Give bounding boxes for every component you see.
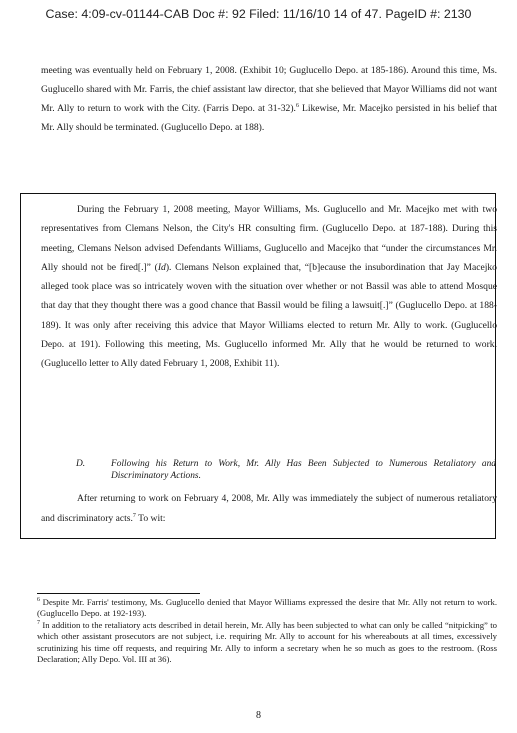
section-heading-d — [76, 458, 496, 482]
footnote-number: 7 — [37, 620, 40, 626]
paragraph-text-continued: Likewise, Mr. Macejko persisted in his belief that Mr. Ally should be terminated. (Guglucello Depo. at 188). — [41, 103, 497, 133]
case-header: Case: 4:09-cv-01144-CAB Doc #: 92 Filed: 11/16/10 14 of 47. PageID #: 2130 — [45, 7, 472, 21]
footnote-7 — [37, 620, 497, 665]
section-title: Following his Return to Work, Mr. Ally Has Been Subjected to Numerous Retaliatory and Discriminatory Actions. — [111, 459, 496, 481]
paragraph-text: During the February 1, 2008 meeting, Mayor Williams, Ms. Guglucello and Mr. Macejko met with two representatives from Clemans Nelson, the City's HR consulting firm. (Guglucello Depo. at 187-188). During this meeting, Clemans Nelson advised Defendants Williams, Guglucello and Macejko that “under the circumstances Mr. Ally should not be fired[.]” ( — [41, 204, 497, 273]
footnote-6 — [37, 597, 497, 620]
paragraph-return-to-work — [41, 489, 497, 528]
section-letter: D. — [76, 459, 86, 469]
footnote-reference-6: 6 — [295, 103, 299, 109]
page-number: 8 — [256, 710, 261, 721]
footnote-separator — [37, 593, 200, 594]
paragraph-text: meeting was eventually held on February 1, 2008. (Exhibit 10; Guglucello Depo. at 185-186). Around this time, Ms. Guglucello shared with Mr. Farris, the chief assistant law director, that she believed that Mayor Williams did not want Mr. Ally to return to work with the City. (Farris Depo. at 31-32). — [41, 65, 497, 114]
paragraph-meeting — [41, 61, 497, 137]
highlighted-excerpt-box — [20, 193, 496, 539]
paragraph-text-continued: To wit: — [135, 512, 166, 524]
citation-id: Id — [157, 261, 166, 273]
paragraph-text-continued: ). Clemans Nelson explained that, “[b]ecause the insubordination that Jay Macejko alleged took place was so intricately woven with the situation over whether or not Bassil was able to attend Mosque that day that they thought there was a good chance that Bassil would be filing a lawsuit[.]” (Guglucello Depo. at 188-189). It was only after receiving this advice that Mayor Williams elected to return Mr. Ally to work. (Guglucello Depo. at 191). Following this meeting, Ms. Guglucello informed Mr. Ally that he would be returned to work. (Guglucello letter to Ally dated February 1, 2008, Exhibit 11). — [41, 261, 497, 369]
footnote-number: 6 — [37, 597, 40, 603]
paragraph-february-meeting — [41, 200, 497, 373]
footnote-text: Despite Mr. Farris' testimony, Ms. Guglucello denied that Mayor Williams expressed the desire that Mr. Ally not return to work. (Guglucello Depo. at 192-193). — [37, 597, 497, 619]
footnote-reference-7: 7 — [132, 512, 136, 519]
footnote-text: In addition to the retaliatory acts described in detail herein, Mr. Ally has been subjected to what can only be called “nitpicking” to which other assistant prosecutors are not subject, i.e. requiring Mr. Ally to account for his whereabouts at all times, excessively scrutinizing his time off requests, and requiring Mr. Ally to inform a secretary when he so much as goes to the restroom. (Ross Declaration; Ally Depo. Vol. III at 36). — [37, 620, 497, 664]
paragraph-text: After returning to work on February 4, 2008, Mr. Ally was immediately the subject of numerous retaliatory and discriminatory acts. — [41, 493, 497, 524]
